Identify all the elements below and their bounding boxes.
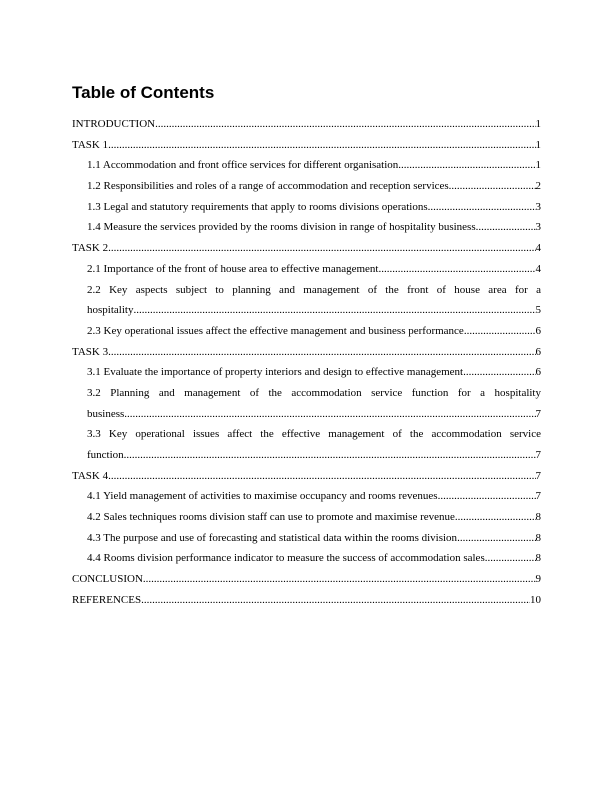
toc-entry-text: 2.1 Importance of the front of house area to effective management [87,262,379,275]
toc-entry-text: CONCLUSION [72,573,143,586]
dot-leader [398,155,535,176]
toc-entry-page: 1 [535,118,541,130]
toc-entry-1-2[interactable] [72,176,541,197]
toc-entry-introduction[interactable] [72,114,541,135]
dot-leader [155,114,535,135]
dot-leader [124,445,536,466]
toc-entry-text: TASK 2 [72,242,109,255]
toc-entry-text: hospitality [87,304,134,317]
toc-entry-text: 4.4 Rooms division performance indicator to measure the success of accommodation sales [87,552,485,565]
toc-entry-page: 1 [535,138,541,151]
toc-entry-2-2[interactable] [72,300,541,321]
toc-entry-page: 3 [535,221,541,234]
toc-entry-text: 1.2 Responsibilities and roles of a range of accommodation and reception services [87,180,449,193]
toc-entry-text: TASK 1 [72,138,109,151]
toc-entry-page: 5 [535,304,541,317]
toc-entry-page: 6 [535,324,541,337]
toc-entry-page: 7 [535,407,541,420]
toc-entry-3-1[interactable] [72,362,541,383]
toc-entry-text: TASK 3 [72,345,109,358]
toc-entry-page: 7 [535,449,541,461]
toc-entry-1-4[interactable] [72,217,541,238]
toc-entry-page: 8 [535,511,541,524]
toc-entry-4-1[interactable] [72,486,541,507]
toc-entry-page: 4 [535,242,541,255]
table-of-contents [72,114,541,611]
dot-leader [108,238,535,259]
toc-entry-page: 4 [535,262,541,275]
toc-entry-text: function [87,449,124,461]
toc-entry-page: 9 [535,573,541,586]
dot-leader [457,528,535,549]
toc-entry-references[interactable] [72,590,541,611]
toc-entry-text: 2.3 Key operational issues affect the effective management and business performance [87,324,464,337]
dot-leader [378,259,535,280]
toc-entry-text: 4.3 The purpose and use of forecasting and statistical data within the rooms division [87,531,458,544]
dot-leader [108,342,535,363]
toc-entry-page: 1 [535,159,541,172]
toc-heading: Table of Contents [72,83,215,102]
toc-entry-page: 7 [535,469,541,482]
toc-entry-text: 4.1 Yield management of activities to maximise occupancy and rooms revenues [87,490,438,503]
toc-entry-text: 4.2 Sales techniques rooms division staff can use to promote and maximise revenue [87,511,455,524]
toc-entry-task-1[interactable] [72,135,541,156]
toc-entry-3-3-line1[interactable]: 3.3 Key operational issues affect the effective management of the accommodation service [87,428,541,441]
toc-entry-text: 3.1 Evaluate the importance of property interiors and design to effective management [87,366,464,379]
toc-entry-page: 6 [535,366,541,379]
toc-entry-text: 1.3 Legal and statutory requirements that apply to rooms divisions operations [87,200,428,213]
dot-leader [463,362,535,383]
toc-entry-4-4[interactable] [72,548,541,569]
toc-entry-page: 6 [535,345,541,358]
toc-entry-text: 1.4 Measure the services provided by the rooms division in range of hospitality business [87,221,476,234]
toc-entry-page: 8 [535,531,541,544]
toc-entry-task-4[interactable] [72,466,541,487]
toc-entry-text: TASK 4 [72,469,109,482]
toc-entry-3-3[interactable] [72,445,541,466]
dot-leader [143,569,536,590]
toc-entry-text: INTRODUCTION [72,118,156,130]
toc-entry-2-1[interactable] [72,259,541,280]
dot-leader [455,507,536,528]
dot-leader [476,217,536,238]
toc-entry-2-3[interactable] [72,321,541,342]
toc-entry-1-3[interactable] [72,197,541,218]
dot-leader [141,590,530,611]
toc-entry-text: REFERENCES [72,593,142,606]
toc-entry-page: 2 [535,180,541,193]
dot-leader [108,135,535,156]
dot-leader [124,404,535,425]
toc-entry-task-2[interactable] [72,238,541,259]
toc-entry-page: 3 [535,200,541,213]
toc-entry-1-1[interactable] [72,155,541,176]
toc-entry-conclusion[interactable] [72,569,541,590]
dot-leader [449,176,536,197]
toc-entry-4-3[interactable] [72,528,541,549]
toc-entry-3-2-line1[interactable]: 3.2 Planning and management of the accommodation service function for a hospitality [87,386,541,399]
toc-entry-page: 10 [530,593,541,606]
toc-entry-2-2-line1[interactable]: 2.2 Key aspects subject to planning and management of the front of house area for a [87,283,541,296]
dot-leader [133,300,535,321]
toc-entry-3-2[interactable] [72,404,541,425]
toc-entry-page: 7 [535,490,541,503]
dot-leader [438,486,536,507]
toc-entry-text: 1.1 Accommodation and front office services for different organisation [87,159,399,172]
dot-leader [485,548,536,569]
toc-entry-4-2[interactable] [72,507,541,528]
dot-leader [464,321,536,342]
toc-entry-task-3[interactable] [72,342,541,363]
dot-leader [108,466,535,487]
toc-entry-page: 8 [535,552,541,565]
toc-entry-text: business [87,407,125,420]
dot-leader [428,197,536,218]
